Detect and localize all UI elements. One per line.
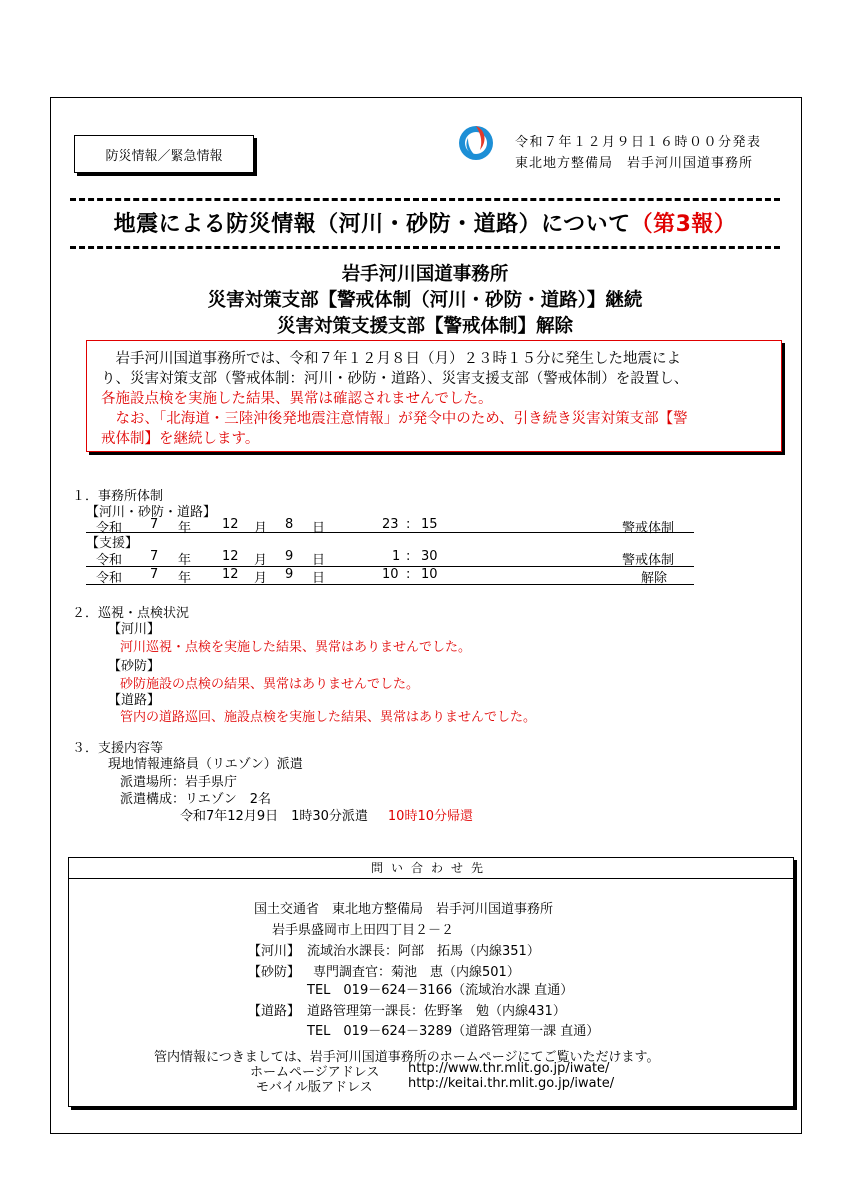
subtitle-support-status: 災害対策支援支部【警戒体制】解除 — [276, 316, 573, 337]
sabo-label: 【砂防】 — [108, 659, 161, 674]
category-badge-label: 防災情報／緊急情報 — [105, 148, 223, 164]
subtitle-branch-status: 災害対策支部【警戒体制（河川・砂防・道路）】継続 — [207, 290, 643, 311]
cell-year: 7 — [150, 549, 159, 564]
cell-month-unit: 月 — [254, 571, 268, 586]
road-result: 管内の道路巡回、施設点検を実施した結果、異常はありませんでした。 — [120, 710, 537, 725]
contact-road-label: 【道路】 — [248, 1004, 301, 1019]
contact-sabo-tel: TEL 019－624－3166（流域治水課 直通） — [307, 983, 574, 998]
notice-box — [86, 340, 782, 452]
contact-organization: 国土交通省 東北地方整備局 岩手河川国道事務所 — [254, 902, 554, 917]
cell-month: 12 — [222, 567, 239, 582]
group-label-river-sabo-road: 【河川・砂防・道路】 — [86, 505, 217, 520]
cell-era: 令和 — [96, 571, 123, 586]
homepage-note: 管内情報につきましては、岩手河川国道事務所のホームページにてご覧いただけます。 — [154, 1050, 660, 1065]
sabo-result: 砂防施設の点検の結果、異常はありませんでした。 — [120, 677, 420, 692]
notice-line-1: 岩手河川国道事務所では、令和７年１２月８日（月）２３時１５分に発生した地震によ — [101, 351, 681, 367]
dispatch-location: 派遣場所：岩手県庁 — [120, 775, 238, 790]
cell-minute: 15 — [421, 517, 438, 532]
table-rule — [86, 532, 694, 533]
mobile-url[interactable]: http://keitai.thr.mlit.go.jp/iwate/ — [408, 1076, 615, 1091]
contact-heading: 問い合わせ先 — [69, 858, 793, 879]
dispatch-composition: 派遣構成：リエゾン 2名 — [120, 792, 272, 807]
cell-month-unit: 月 — [254, 553, 268, 568]
homepage-label: ホームページアドレス — [250, 1065, 380, 1080]
cell-month-unit: 月 — [254, 521, 268, 536]
cell-status: 警戒体制 — [622, 521, 675, 536]
cell-hour: 1 — [392, 549, 401, 564]
return-time: 10時10分帰還 — [387, 809, 473, 824]
issuing-office: 東北地方整備局 岩手河川国道事務所 — [515, 156, 754, 171]
edition-number: （第3報） — [630, 212, 737, 237]
title-divider-bottom — [70, 246, 780, 249]
page-title — [70, 207, 780, 238]
cell-year-unit: 年 — [178, 521, 192, 536]
cell-status: 警戒体制 — [622, 553, 675, 568]
cell-hour: 23 — [382, 517, 399, 532]
contact-river-person: 流域治水課長：阿部 拓馬（内線351） — [307, 944, 540, 959]
category-badge — [74, 135, 254, 173]
cell-year-unit: 年 — [178, 571, 192, 586]
river-label: 【河川】 — [108, 622, 161, 637]
cell-year: 7 — [150, 567, 159, 582]
section-1-heading: １．事務所体制 — [72, 489, 164, 504]
table-rule — [86, 584, 694, 585]
river-result: 河川巡視・点検を実施した結果、異常はありませんでした。 — [120, 640, 472, 655]
issue-datetime: 令和７年１２月９日１６時００分発表 — [515, 135, 762, 150]
mlit-logo-icon — [456, 120, 496, 166]
road-label: 【道路】 — [108, 693, 161, 708]
cell-month: 12 — [222, 549, 239, 564]
contact-sabo-person: 専門調査官：菊池 恵（内線501） — [313, 965, 520, 980]
cell-day-unit: 日 — [312, 571, 326, 586]
notice-line-2: り、災害対策支部（警戒体制：河川・砂防・道路）、災害支援支部（警戒体制）を設置し、 — [101, 371, 689, 387]
section-2-heading: ２．巡視・点検状況 — [72, 606, 190, 621]
cell-year: 7 — [150, 517, 159, 532]
liaison-dispatch: 現地情報連絡員（リエゾン）派遣 — [108, 757, 303, 772]
dispatch-time — [180, 805, 473, 824]
homepage-url[interactable]: http://www.thr.mlit.go.jp/iwate/ — [408, 1061, 610, 1076]
group-label-support: 【支援】 — [86, 536, 139, 551]
cell-colon: : — [406, 517, 411, 532]
cell-month: 12 — [222, 517, 239, 532]
notice-line-3: 各施設点検を実施した結果、異常は確認されませんでした。 — [101, 391, 493, 407]
cell-status: 解除 — [641, 571, 668, 586]
cell-year-unit: 年 — [178, 553, 192, 568]
mobile-label: モバイル版アドレス — [256, 1080, 373, 1095]
dispatch-time-text: 令和7年12月9日 1時30分派遣 — [180, 809, 368, 824]
cell-colon: : — [406, 549, 411, 564]
contact-road-person: 道路管理第一課長：佐野峯 勉（内線431） — [307, 1004, 566, 1019]
contact-river-label: 【河川】 — [248, 944, 301, 959]
cell-era: 令和 — [96, 521, 123, 536]
cell-day-unit: 日 — [312, 553, 326, 568]
cell-colon: : — [406, 567, 411, 582]
contact-road-tel: TEL 019－624－3289（道路管理第一課 直通） — [307, 1024, 600, 1039]
page-title-main: 地震による防災情報（河川・砂防・道路）について — [113, 212, 631, 237]
cell-day-unit: 日 — [312, 521, 326, 536]
cell-era: 令和 — [96, 553, 123, 568]
cell-day: 8 — [285, 517, 294, 532]
notice-line-5: 戒体制】を継続します。 — [101, 431, 260, 447]
contact-address: 岩手県盛岡市上田四丁目２－２ — [272, 923, 455, 938]
cell-minute: 10 — [421, 567, 438, 582]
section-3-heading: ３．支援内容等 — [72, 741, 164, 756]
contact-sabo-label: 【砂防】 — [248, 965, 301, 980]
subtitle-office: 岩手河川国道事務所 — [341, 264, 509, 285]
title-divider-top — [70, 198, 780, 201]
cell-day: 9 — [285, 567, 294, 582]
cell-day: 9 — [285, 549, 294, 564]
cell-minute: 30 — [421, 549, 438, 564]
cell-hour: 10 — [382, 567, 399, 582]
notice-line-4: なお、「北海道・三陸沖後発地震注意情報」が発令中のため、引き続き災害対策支部【警 — [101, 411, 688, 427]
